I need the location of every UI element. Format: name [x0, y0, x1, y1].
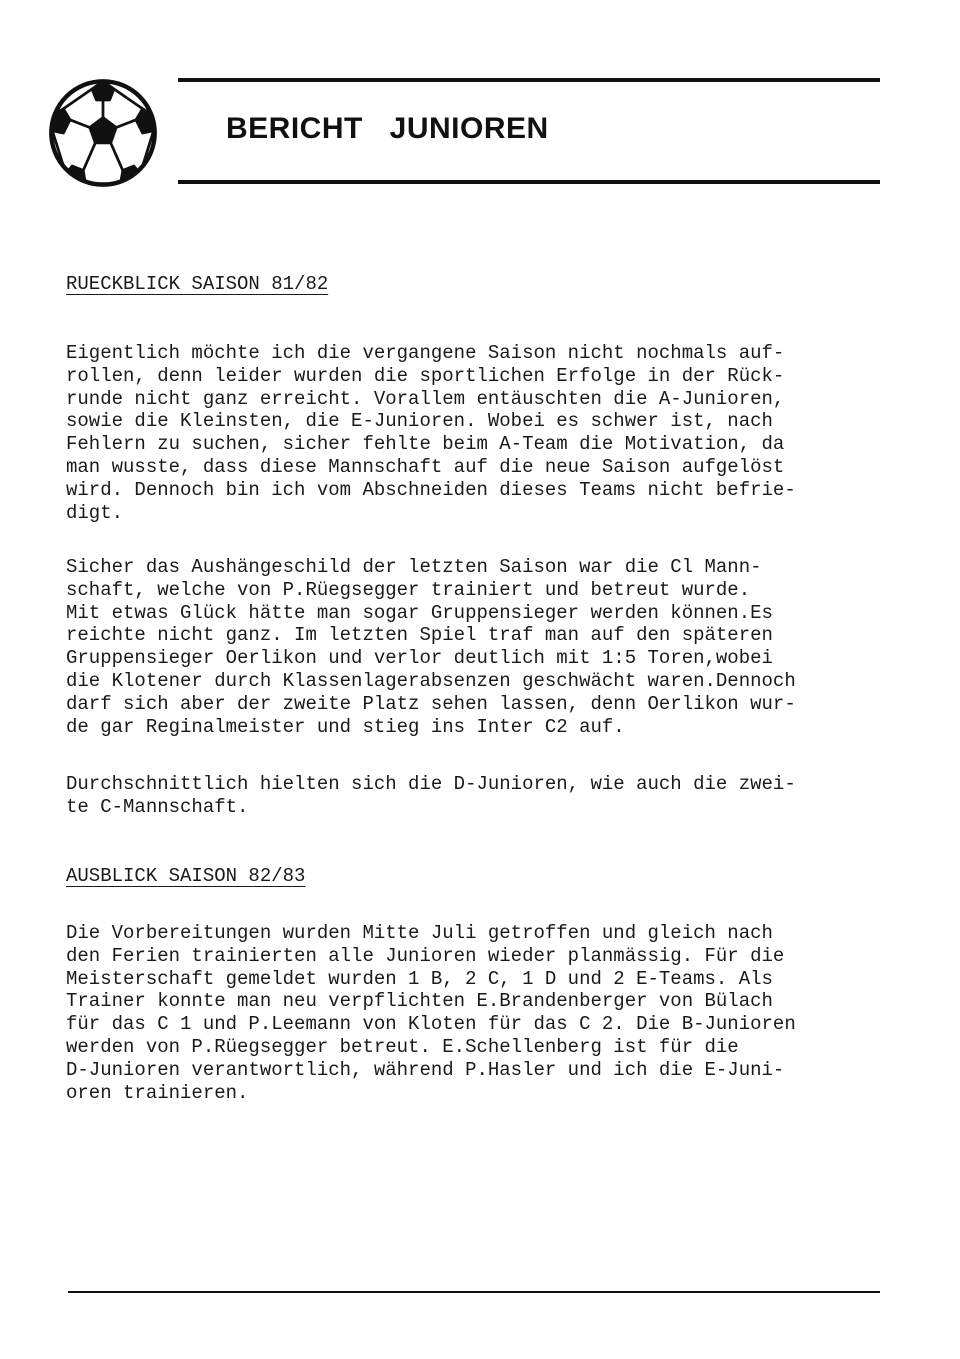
soccer-ball-icon [48, 78, 158, 188]
text-line: wird. Dennoch bin ich vom Abschneiden dieses Teams nicht befrie- [66, 478, 796, 501]
text-line: D-Junioren verantwortlich, während P.Hasler und ich die E-Juni- [66, 1058, 785, 1081]
text-line: sowie die Kleinsten, die E-Junioren. Wobei es schwer ist, nach [66, 410, 773, 433]
paragraph [66, 922, 896, 1104]
text-line: schaft, welche von P.Rüegsegger trainiert und betreut wurde. [66, 578, 751, 601]
text-line: oren trainieren. [66, 1081, 249, 1104]
text-line: Meisterschaft gemeldet wurden 1 B, 2 C, 1 D und 2 E-Teams. Als [66, 967, 773, 990]
text-line: den Ferien trainierten alle Junioren wieder planmässig. Für die [66, 944, 785, 967]
text-line: digt. [66, 501, 124, 524]
text-line: reichte nicht ganz. Im letzten Spiel traf man auf den späteren [66, 624, 773, 647]
paragraph [66, 556, 896, 738]
text-line: Eigentlich möchte ich die vergangene Saison nicht nochmals auf- [66, 342, 785, 364]
text-line: für das C 1 und P.Leemann von Kloten für das C 2. Die B-Junioren [66, 1013, 796, 1036]
text-line: Mit etwas Glück hätte man sogar Gruppensieger werden können.Es [66, 601, 773, 624]
text-line: te C-Mannschaft. [66, 795, 249, 818]
text-line: die Klotener durch Klassenlagerabsenzen geschwächt waren.Dennoch [66, 669, 796, 692]
header-bottom-rule [178, 180, 880, 184]
paragraph [66, 342, 896, 524]
text-line: werden von P.Rüegsegger betreut. E.Schellenberg ist für die [66, 1035, 739, 1058]
text-line: rollen, denn leider wurden die sportlichen Erfolge in der Rück- [66, 364, 785, 387]
text-line: Durchschnittlich hielten sich die D-Junioren, wie auch die zwei- [66, 773, 796, 795]
header-top-rule [178, 78, 880, 82]
text-line: Gruppensieger Oerlikon und verlor deutlich mit 1:5 Toren,wobei [66, 647, 773, 670]
text-line: de gar Reginalmeister und stieg ins Inter C2 auf. [66, 715, 625, 738]
section-heading-ausblick: AUSBLICK SAISON 82/83 [66, 865, 306, 887]
footer-rule [68, 1291, 880, 1293]
text-line: Die Vorbereitungen wurden Mitte Juli getroffen und gleich nach [66, 922, 773, 944]
text-line: Sicher das Aushängeschild der letzten Saison war die Cl Mann- [66, 556, 762, 578]
text-line: runde nicht ganz erreicht. Vorallem entäuschten die A-Junioren, [66, 387, 785, 410]
text-line: darf sich aber der zweite Platz sehen lassen, denn Oerlikon wur- [66, 692, 796, 715]
page-title: BERICHT JUNIOREN [226, 112, 549, 145]
paragraph [66, 773, 896, 819]
text-line: Fehlern zu suchen, sicher fehlte beim A-Team die Motivation, da [66, 433, 785, 456]
text-line: man wusste, dass diese Mannschaft auf die neue Saison aufgelöst [66, 455, 785, 478]
section-heading-rueckblick: RUECKBLICK SAISON 81/82 [66, 273, 329, 295]
text-line: Trainer konnte man neu verpflichten E.Brandenberger von Bülach [66, 990, 773, 1013]
